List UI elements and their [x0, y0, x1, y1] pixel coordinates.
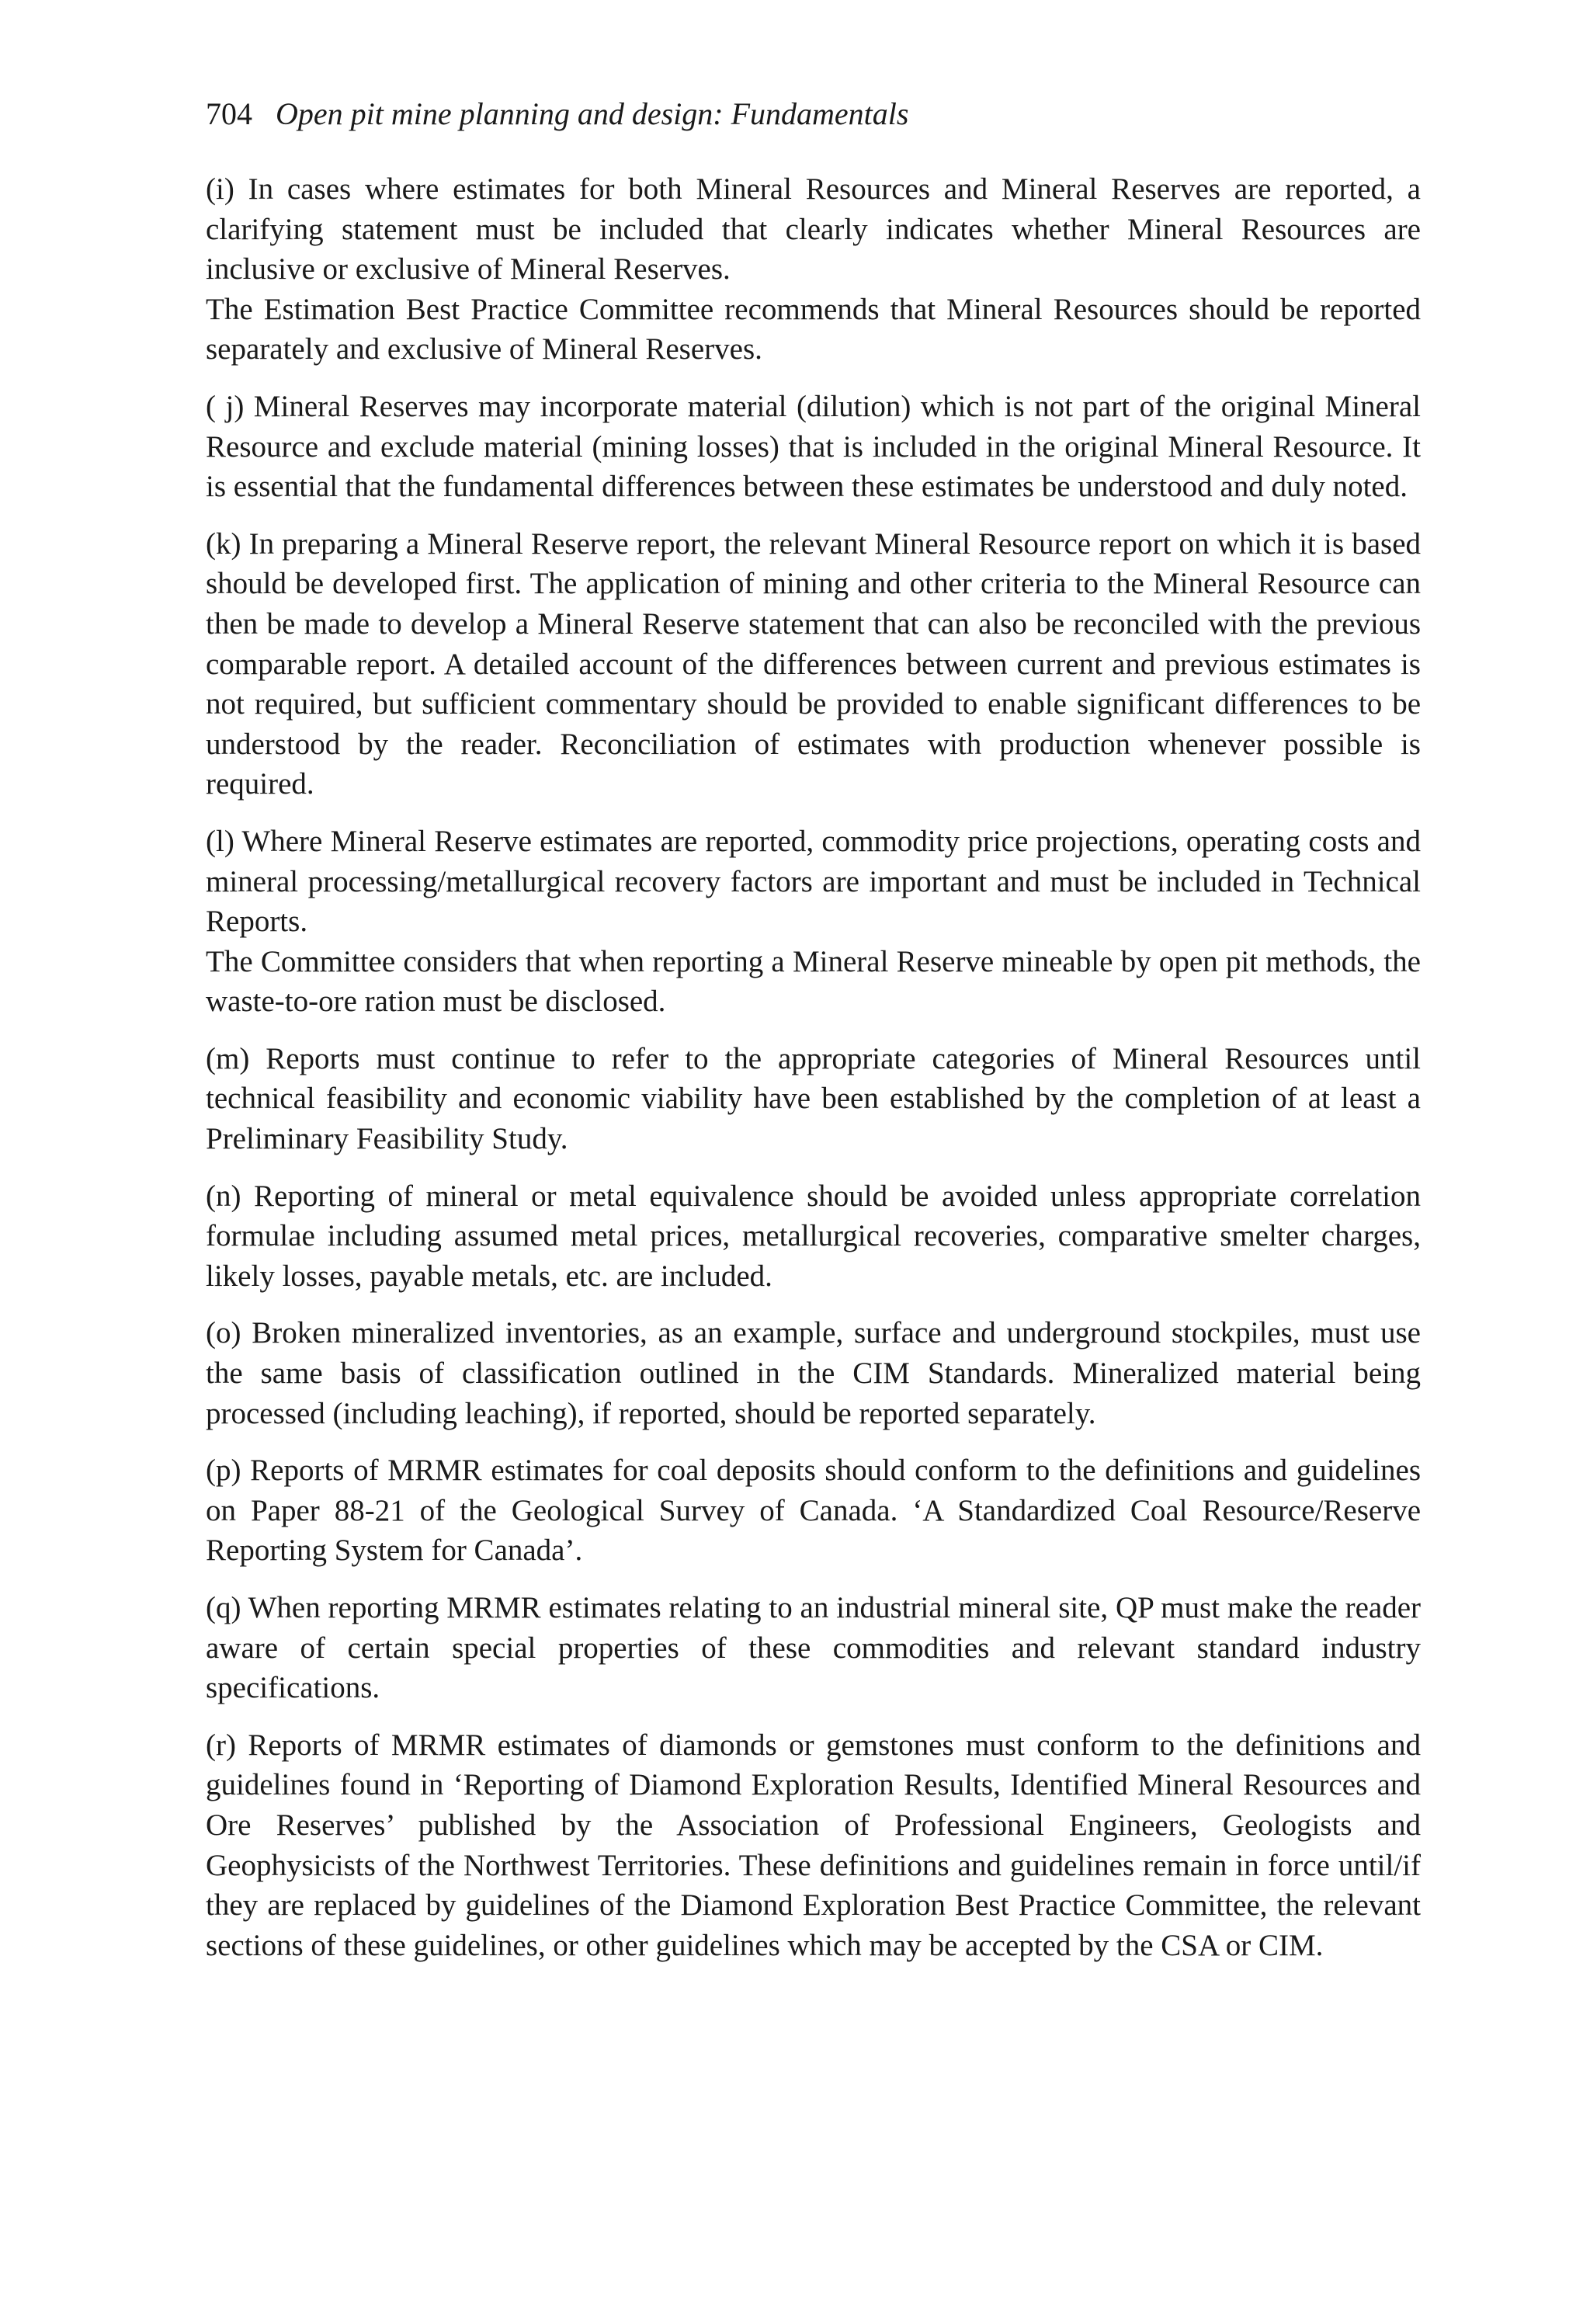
paragraph-l: (l) Where Mineral Reserve estimates are reported, commodity price projections, operating costs and mineral processing/metallurgical recovery factors are important and must be included in Technical Reports.: [206, 824, 1421, 939]
book-title: Open pit mine planning and design: Fundamentals: [276, 96, 909, 131]
running-head: [206, 92, 1421, 137]
paragraph-q: (q) When reporting MRMR estimates relating to an industrial mineral site, QP must make the reader aware of certain special properties of these commodities and relevant standard industry specifications.: [206, 1591, 1421, 1705]
paragraph-i-continued: The Estimation Best Practice Committee recommends that Mineral Resources should be reported separately and exclusive of Mineral Reserves.: [206, 292, 1421, 366]
paragraph-k: (k) In preparing a Mineral Reserve report, the relevant Mineral Resource report on which it is based should be developed first. The application of mining and other criteria to the Mineral Resource can then be made to develop a Mineral Reserve statement that can also be reconciled with the previous comparable report. A detailed account of the differences between current and previous estimates is not required, but sufficient commentary should be provided to enable significant differences to be understood by the reader. Reconciliation of estimates with production whenever possible is required.: [206, 526, 1421, 801]
paragraph-o: (o) Broken mineralized inventories, as an example, surface and underground stockpiles, must use the same basis of classification outlined in the CIM Standards. Mineralized material being processed (including leaching), if reported, should be reported separately.: [206, 1316, 1421, 1430]
paragraph-j: ( j) Mineral Reserves may incorporate material (dilution) which is not part of the original Mineral Resource and exclude material (mining losses) that is included in the original Mineral Resource. It is essential that the fundamental differences between these estimates be understood and duly noted.: [206, 389, 1421, 504]
paragraph-i: (i) In cases where estimates for both Mineral Resources and Mineral Reserves are reported, a clarifying statement must be included that clearly indicates whether Mineral Resources are inclusive or exclusive of Mineral Reserves.: [206, 172, 1421, 287]
page-number: 704: [206, 96, 252, 131]
paragraph-p: (p) Reports of MRMR estimates for coal deposits should conform to the definitions and guidelines on Paper 88-21 of the Geological Survey of Canada. ‘A Standardized Coal Resource/Reserve Reporting System for Canada’.: [206, 1454, 1421, 1568]
paragraph-m: (m) Reports must continue to refer to the appropriate categories of Mineral Resources until technical feasibility and economic viability have been established by the completion of at least a Preliminary Feasibility Study.: [206, 1041, 1421, 1156]
paragraph-n: (n) Reporting of mineral or metal equivalence should be avoided unless appropriate correlation formulae including assumed metal prices, metallurgical recoveries, comparative smelter charges, likely losses, payable metals, etc. are included.: [206, 1179, 1421, 1293]
paragraph-l-continued: The Committee considers that when reporting a Mineral Reserve mineable by open pit methods, the waste-to-ore ration must be disclosed.: [206, 944, 1421, 1019]
page-body: [206, 92, 1421, 1965]
paragraph-r: (r) Reports of MRMR estimates of diamonds or gemstones must conform to the definitions and guidelines found in ‘Reporting of Diamond Exploration Results, Identified Mineral Resources and Ore Reserves’ published by the Association of Professional Engineers, Geologists and Geophysicists of the Northwest Territories. These definitions and guidelines remain in force until/if they are replaced by guidelines of the Diamond Exploration Best Practice Committee, the relevant sections of these guidelines, or other guidelines which may be accepted by the CSA or CIM.: [206, 1728, 1421, 1962]
